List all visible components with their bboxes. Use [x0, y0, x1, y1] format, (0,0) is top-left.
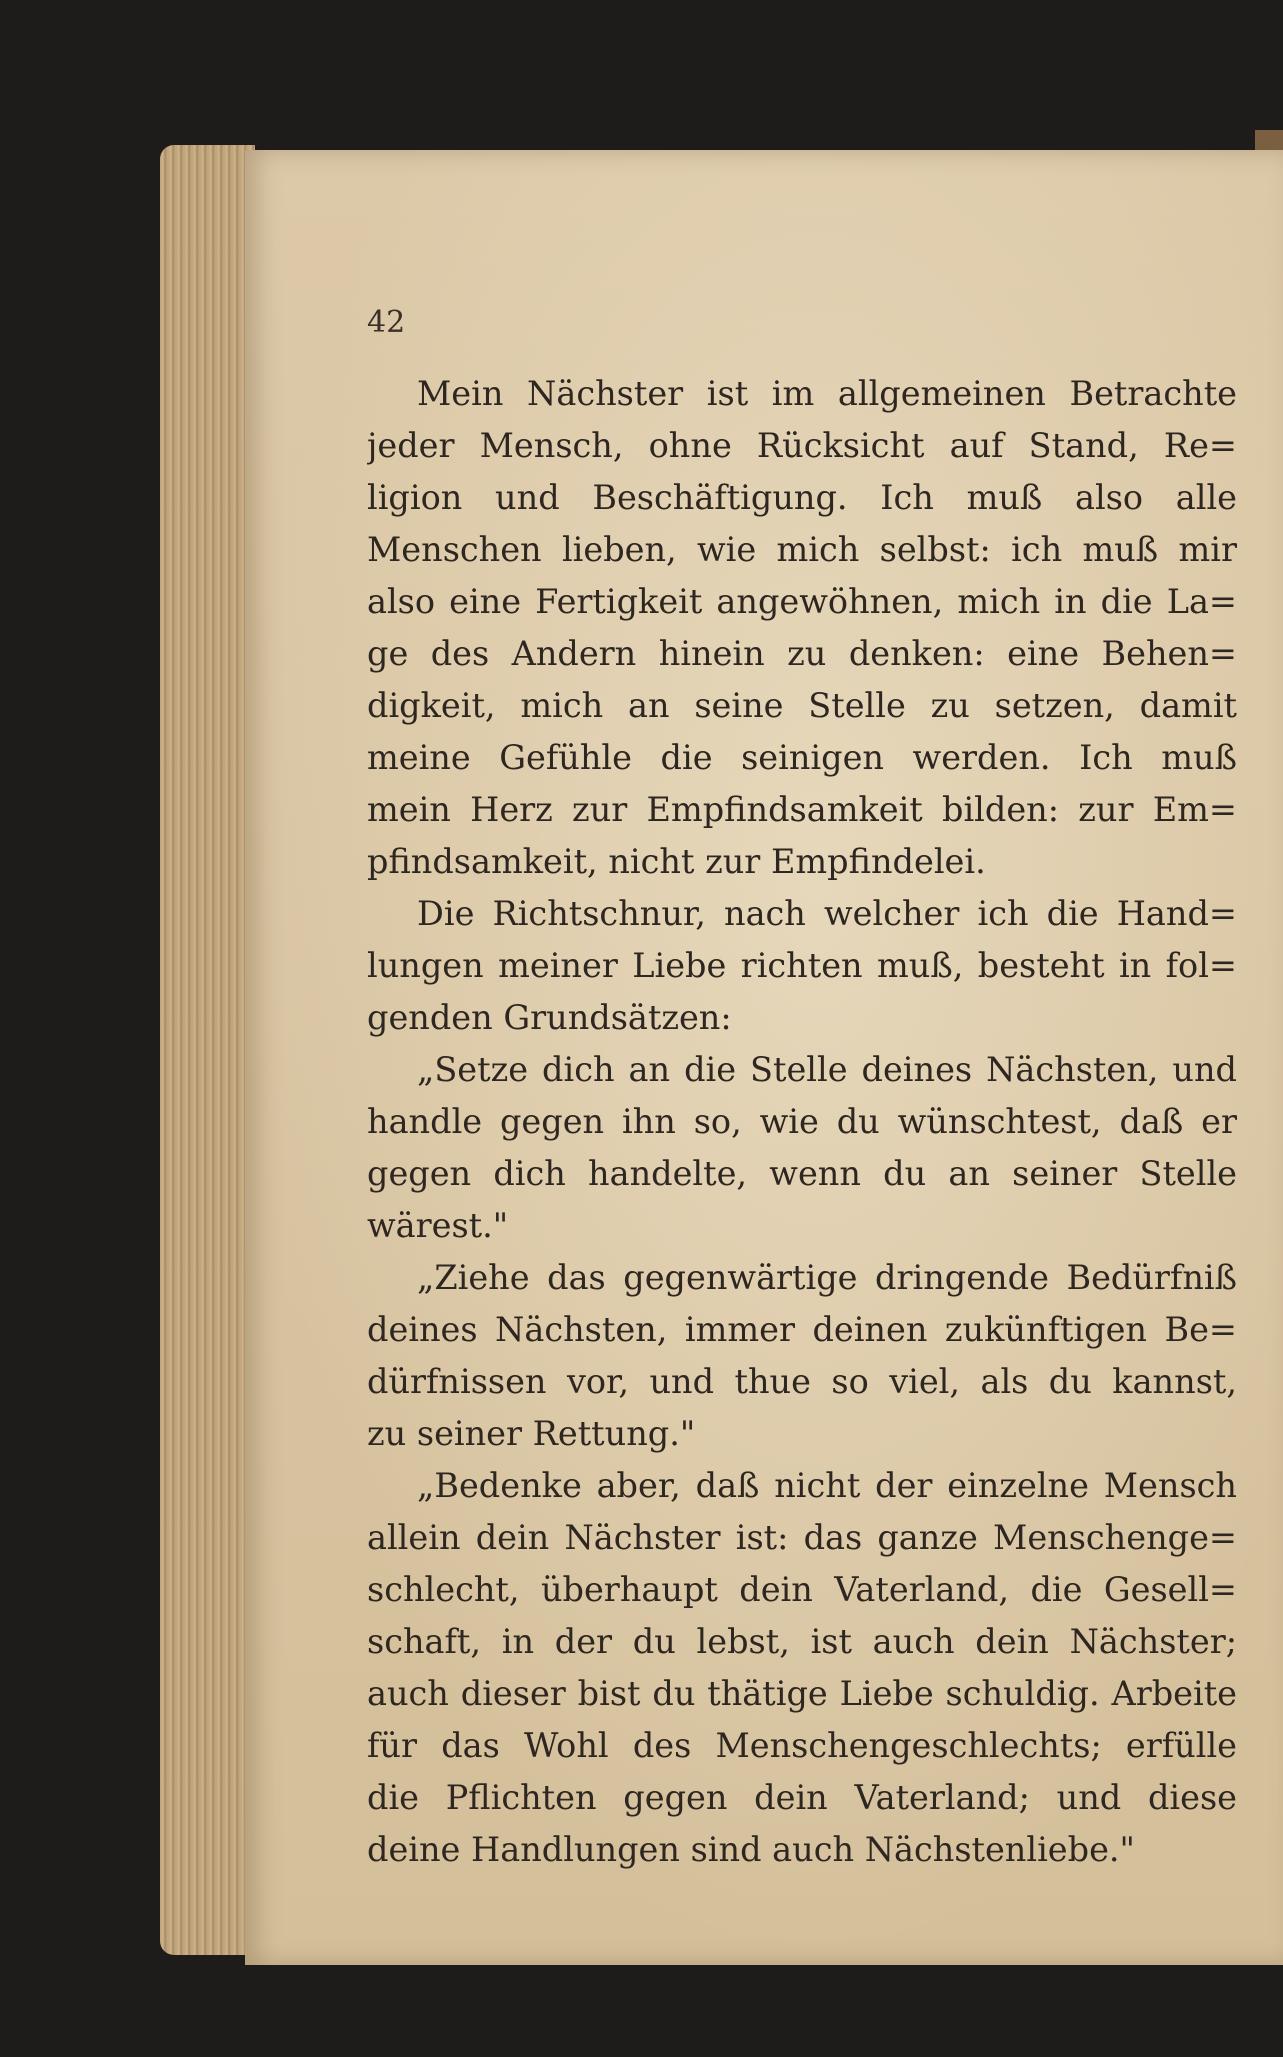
text-line: dürfnissen vor, und thue so viel, als du kannst, — [367, 1362, 1237, 1401]
text-line: meine Gefühle die seinigen werden. Ich muß — [367, 738, 1237, 777]
text-line: pfindsamkeit, nicht zur Empfindelei. — [367, 842, 986, 881]
text-line: digkeit, mich an seine Stelle zu setzen, damit — [367, 686, 1237, 725]
text-line: deine Handlungen sind auch Nächstenliebe." — [367, 1830, 1135, 1869]
text-line: für das Wohl des Menschengeschlechts; erfülle — [367, 1726, 1237, 1765]
text-line: deines Nächsten, immer deinen zukünftigen Be= — [367, 1310, 1237, 1349]
text-line: schlecht, überhaupt dein Vaterland, die Gesell= — [367, 1570, 1237, 1609]
text-line: die Pflichten gegen dein Vaterland; und diese — [367, 1778, 1237, 1817]
text-line: zu seiner Rettung." — [367, 1414, 696, 1453]
text-line: auch dieser bist du thätige Liebe schuldig. Arbeite — [367, 1674, 1237, 1713]
text-line: genden Grundsätzen: — [367, 998, 732, 1037]
text-line: „Setze dich an die Stelle deines Nächsten, und — [417, 1050, 1237, 1089]
text-line: allein dein Nächster ist: das ganze Menschenge= — [367, 1518, 1237, 1557]
text-line: Mein Nächster ist im allgemeinen Betrachte — [417, 374, 1237, 413]
text-line: gegen dich handelte, wenn du an seiner Stelle — [367, 1154, 1237, 1193]
page-number: 42 — [367, 305, 406, 340]
text-line: Die Richtschnur, nach welcher ich die Hand= — [417, 894, 1237, 933]
body-text — [367, 368, 1237, 1876]
text-line: lungen meiner Liebe richten muß, besteht in fol= — [367, 946, 1237, 985]
text-line: ge des Andern hinein zu denken: eine Behen= — [367, 634, 1237, 673]
text-line: jeder Mensch, ohne Rücksicht auf Stand, Re= — [367, 426, 1237, 465]
text-line: „Bedenke aber, daß nicht der einzelne Mensch — [417, 1466, 1237, 1505]
text-line: „Ziehe das gegenwärtige dringende Bedürfniß — [417, 1258, 1237, 1297]
text-line: also eine Fertigkeit angewöhnen, mich in die La= — [367, 582, 1237, 621]
page-edges — [160, 145, 255, 1955]
text-line: schaft, in der du lebst, ist auch dein Nächster; — [367, 1622, 1237, 1661]
text-line: ligion und Beschäftigung. Ich muß also alle — [367, 478, 1237, 517]
text-line: handle gegen ihn so, wie du wünschtest, daß er — [367, 1102, 1237, 1141]
text-line: Menschen lieben, wie mich selbst: ich muß mir — [367, 530, 1237, 569]
text-line: wärest." — [367, 1206, 509, 1245]
text-line: mein Herz zur Empfindsamkeit bilden: zur Em= — [367, 790, 1237, 829]
